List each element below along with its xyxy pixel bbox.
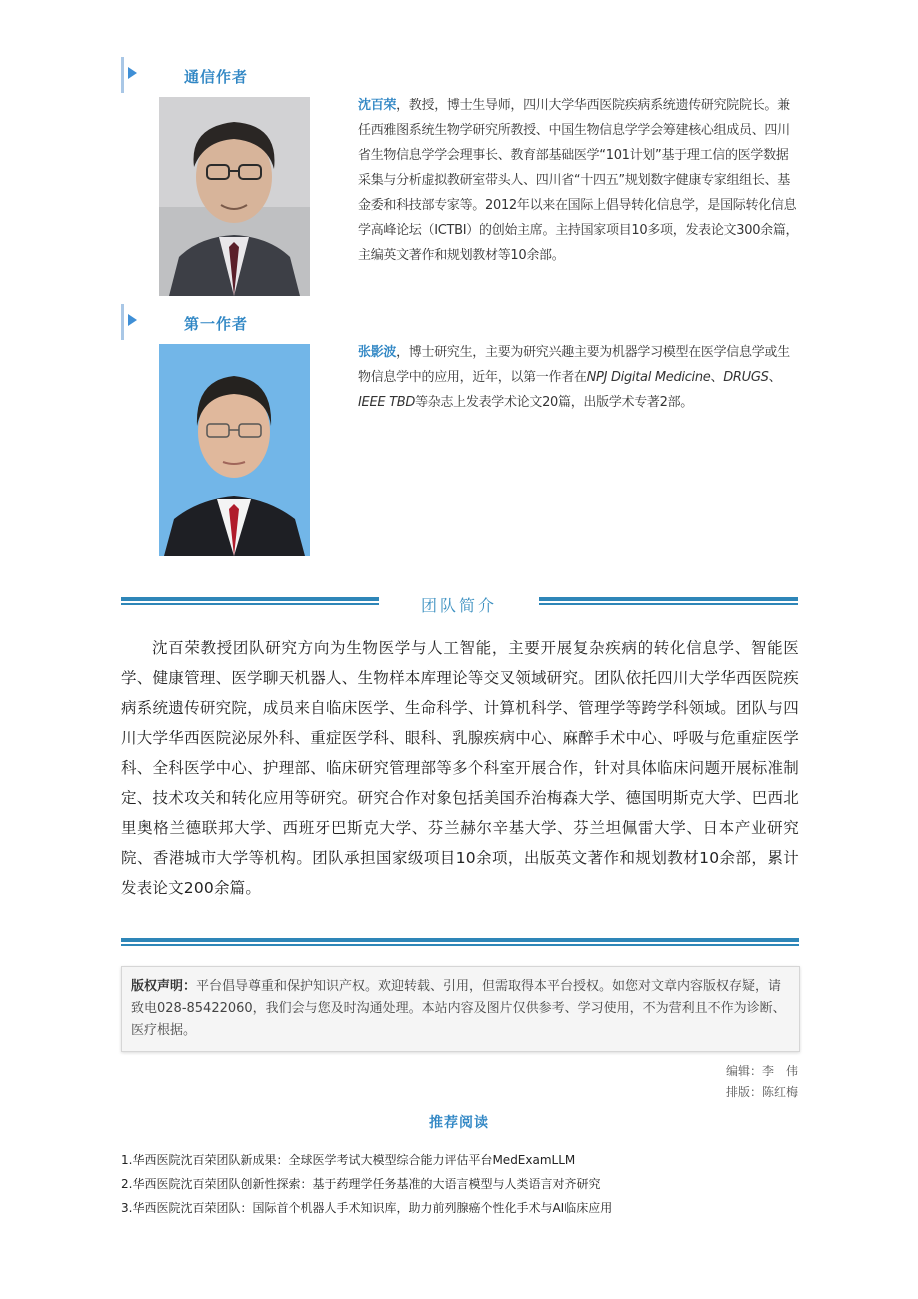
first-author-bio-part1: ，博士研究生，主要为研究兴趣主要为机器学习模型在医学信息学或生物信息学中的应用，近年，以第一作者在 (358, 345, 790, 385)
section-marker-bar (121, 304, 124, 340)
editor-credit: 编辑：李 伟 (725, 1064, 798, 1078)
separator: 、 (768, 370, 782, 385)
separator: 、 (710, 370, 724, 385)
journal-name: IEEE TBD (358, 395, 416, 410)
journal-name: NPJ Digital Medicine (586, 370, 711, 385)
section-marker-bar (121, 57, 124, 93)
first-author-heading: 第一作者 (184, 315, 249, 333)
triangle-arrow-icon (128, 314, 137, 326)
recommended-link[interactable]: 1.华西医院沈百荣团队新成果：全球医学考试大模型综合能力评估平台MedExamLLM (121, 1153, 576, 1167)
recommended-link[interactable]: 2.华西医院沈百荣团队创新性探索：基于药理学任务基准的大语言模型与人类语言对齐研究 (121, 1177, 601, 1191)
portrait-illustration (159, 97, 310, 296)
triangle-arrow-icon (128, 67, 137, 79)
journal-name: DRUGS (723, 370, 769, 385)
corresponding-author-heading: 通信作者 (184, 68, 249, 86)
corresponding-author-name: 沈百荣 (358, 98, 397, 113)
divider-full (121, 938, 799, 947)
layout-credit: 排版：陈红梅 (725, 1085, 798, 1099)
divider-left (121, 597, 379, 606)
corresponding-author-photo (159, 97, 310, 296)
copyright-text: 平台倡导尊重和保护知识产权。欢迎转载、引用，但需取得本平台授权。如您对文章内容版权存疑，请致电028-85422060，我们会与您及时沟通处理。本站内容及图片仅供参考、学习使用，不为营利且不作为诊断、医疗根据。 (131, 979, 786, 1038)
copyright-label: 版权声明： (131, 979, 197, 994)
divider-right (539, 597, 798, 606)
first-author-name: 张影波 (358, 345, 397, 360)
first-author-photo (159, 344, 310, 556)
copyright-notice (131, 976, 791, 1042)
recommended-heading: 推荐阅读 (429, 1115, 489, 1131)
team-heading: 团队简介 (420, 596, 497, 615)
corresponding-author-bio-text: ，教授，博士生导师，四川大学华西医院疾病系统遗传研究院院长。兼任西雅图系统生物学研究所教授、中国生物信息学学会筹建核心组成员、四川省生物信息学学会理事长、教育部基础医学“101计划”基于理工信的医学数据采集与分析虚拟教研室带头人、四川省“十四五”规划数字健康专家组组长、基金委和科技部专家等。2012年以来在国际上倡导转化信息学，是国际转化信息学高峰论坛（ICTBI）的创始主席。主持国家项目10多项，发表论文300余篇，主编英文著作和规划教材等10余部。 (358, 98, 799, 263)
first-author-bio-part2: 等杂志上发表学术论文20篇，出版学术专著2部。 (415, 395, 693, 410)
team-description: 沈百荣教授团队研究方向为生物医学与人工智能，主要开展复杂疾病的转化信息学、智能医学、健康管理、医学聊天机器人、生物样本库理论等交叉领域研究。团队依托四川大学华西医院疾病系统遗传研究院，成员来自临床医学、生命科学、计算机科学、管理学等跨学科领域。团队与四川大学华西医院泌尿外科、重症医学科、眼科、乳腺疾病中心、麻醉手术中心、呼吸与危重症医学科、全科医学中心、护理部、临床研究管理部等多个科室开展合作，针对具体临床问题开展标准制定、技术攻关和转化应用等研究。研究合作对象包括美国乔治梅森大学、德国明斯克大学、巴西北里奥格兰德联邦大学、西班牙巴斯克大学、芬兰赫尔辛基大学、芬兰坦佩雷大学、日本产业研究院、香港城市大学等机构。团队承担国家级项目10余项，出版英文著作和规划教材10余部，累计发表论文200余篇。 (121, 639, 799, 897)
corresponding-author-bio (358, 93, 800, 268)
recommended-link[interactable]: 3.华西医院沈百荣团队：国际首个机器人手术知识库，助力前列腺癌个性化手术与AI临床应用 (121, 1201, 613, 1215)
portrait-illustration (159, 344, 310, 556)
first-author-bio (358, 340, 800, 415)
